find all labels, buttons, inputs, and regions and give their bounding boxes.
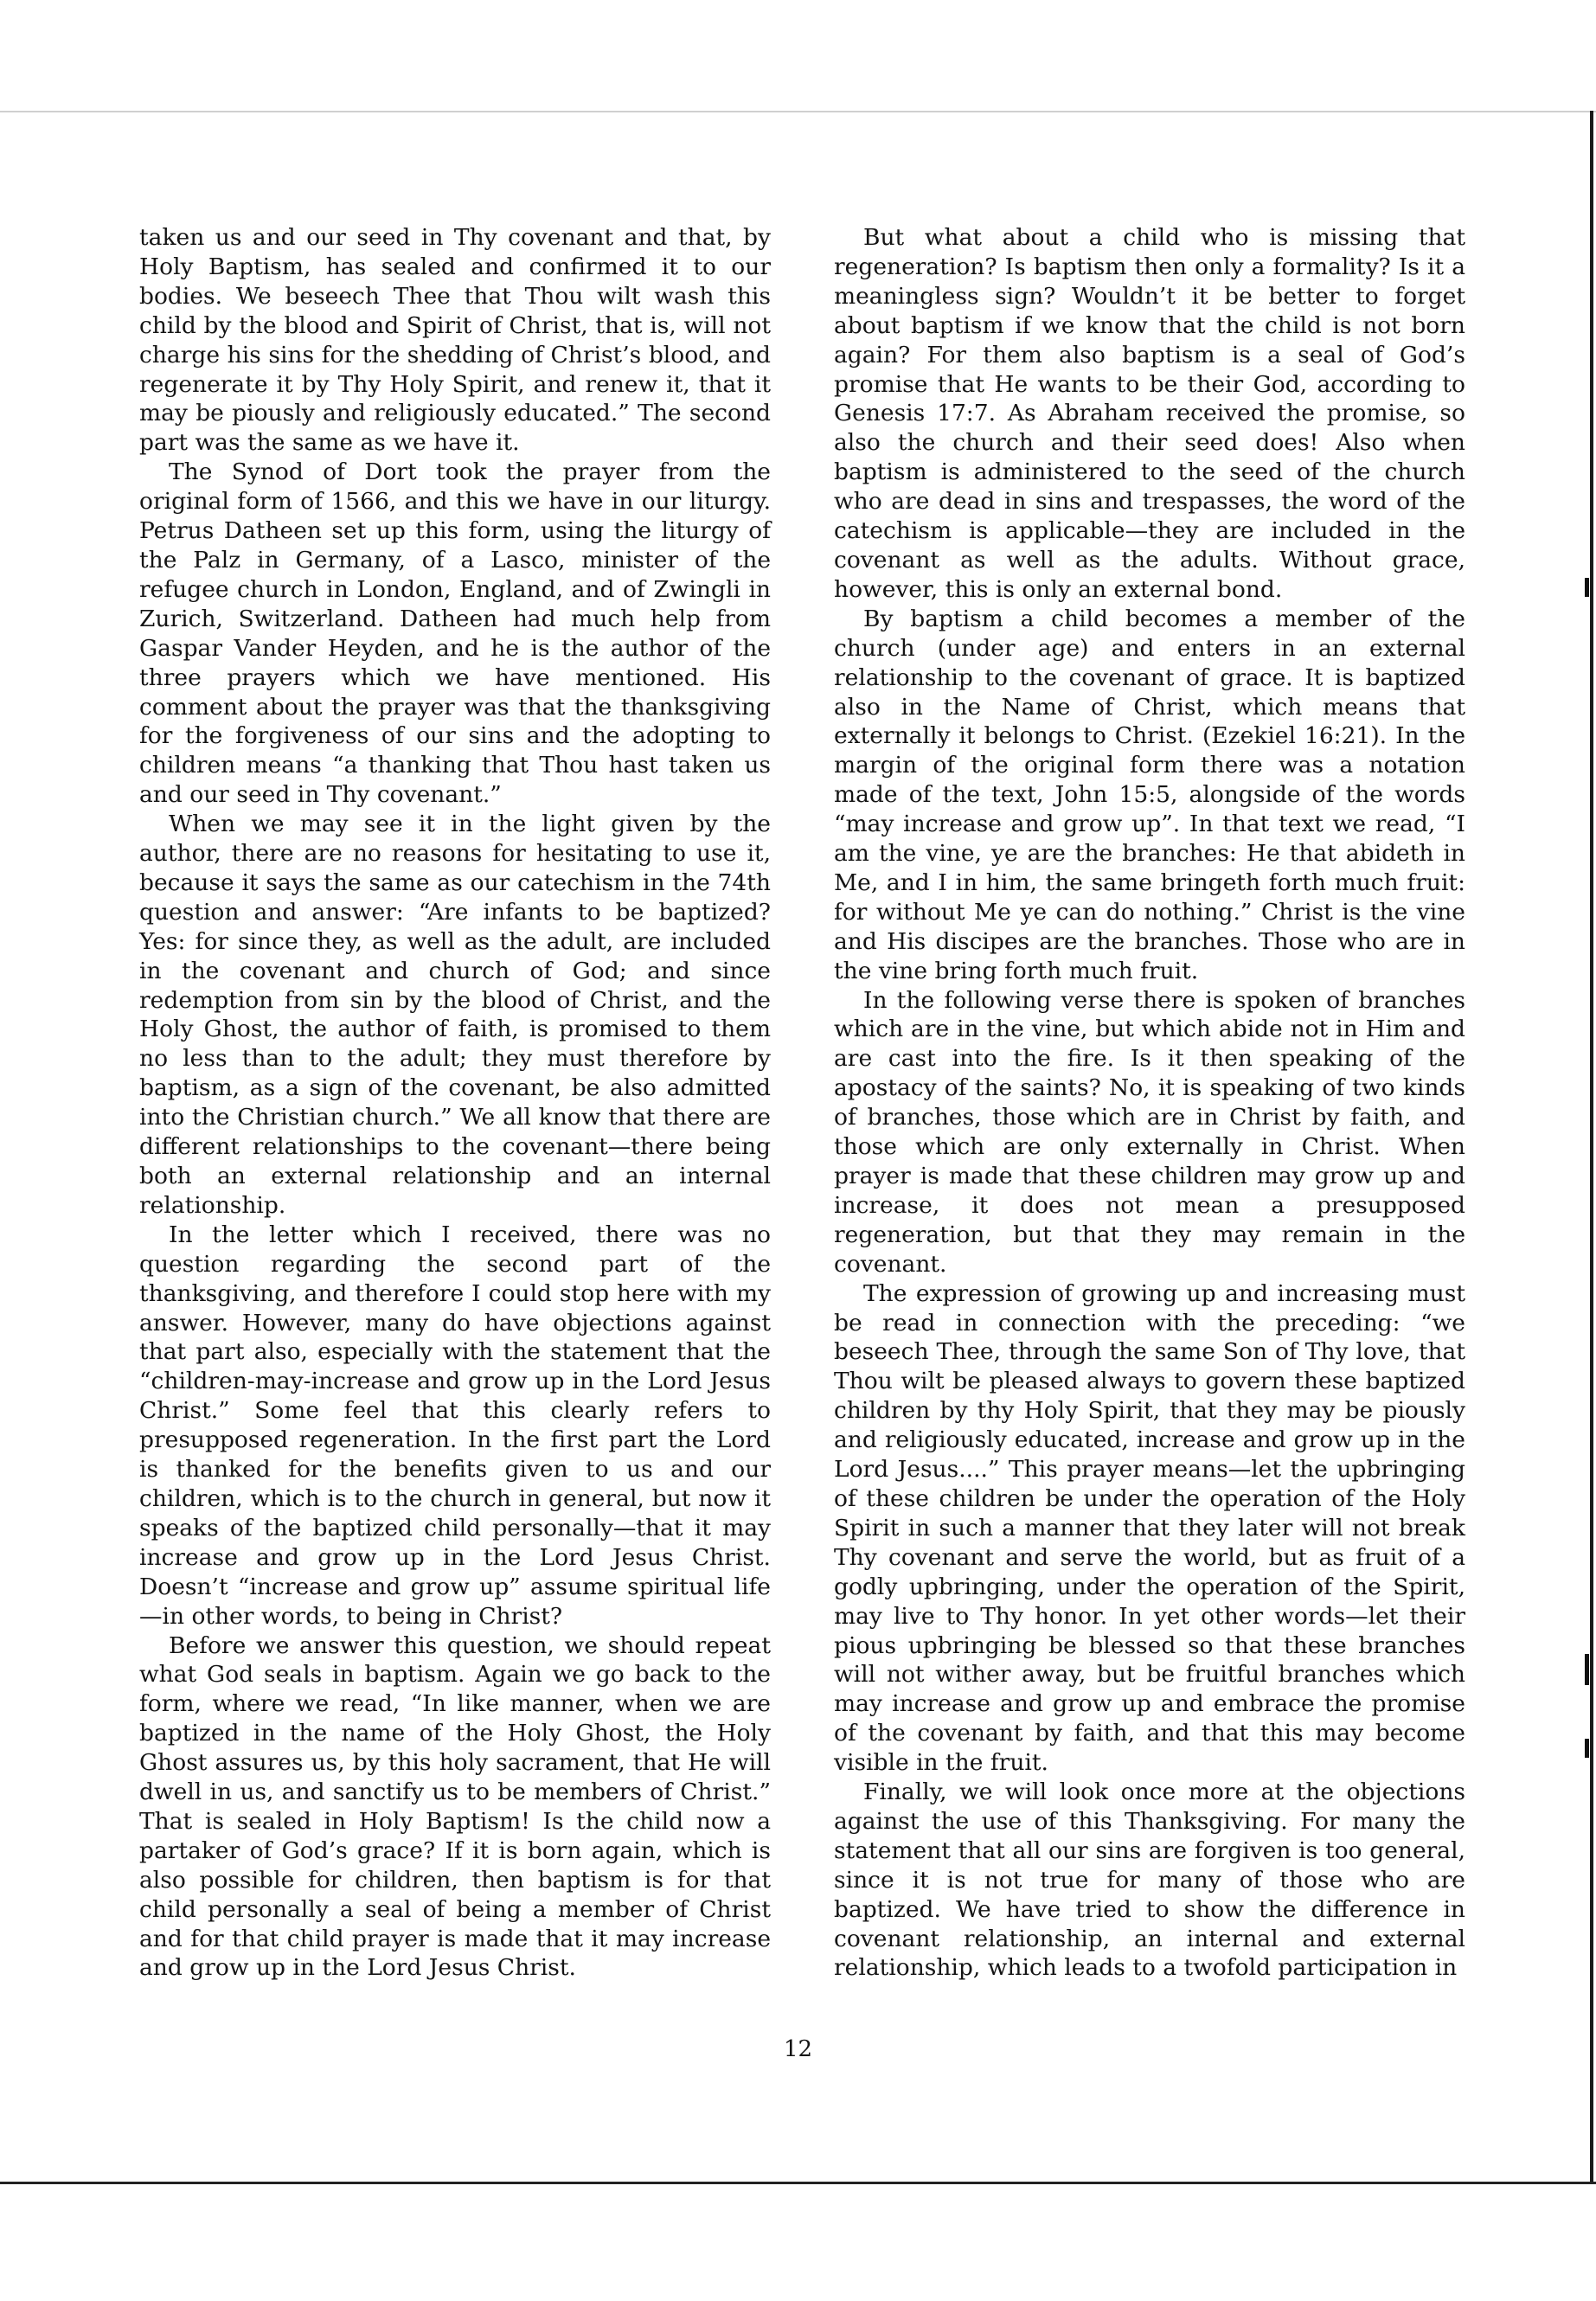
edge-mark [1585,578,1589,597]
edge-mark [1585,1654,1589,1685]
left-text-column [139,223,771,1983]
paragraph: taken us and our seed in Thy covenant and that, by Holy Baptism, has sealed and confirmed it to our bodies. We beseech Thee that Thou wilt wash this child by the blood and Spirit of Christ, that is, will not charge his sins for the shedding of Christ’s blood, and regenerate it by Thy Holy Spirit, and renew it, that it may be piously and religiously educated.” The second part was the same as we have it. [139,224,771,457]
paragraph: But what about a child who is missing that regeneration? Is baptism then only a formality? Is it a meaningless sign? Wouldn’t it be better to forget about baptism if we know that the child is not born again? For them also baptism is a seal of God’s promise that He wants to be their God, according to Genesis 17:7. As Abraham received the promise, so also the church and their seed does! Also when baptism is administered to the seed of the church who are dead in sins and trespasses, the word of the catechism is applicable—they are included in the covenant as well as the adults. Without grace, however, this is only an external bond. [834,224,1465,603]
page-right-edge [1590,111,1593,2182]
edge-mark [1585,1739,1589,1758]
paragraph: Before we answer this question, we should repeat what God seals in baptism. Again we go back to the form, where we read, “In like manner, when we are baptized in the name of the Holy Ghost, the Holy Ghost assures us, by this holy sacrament, that He will dwell in us, and sanctify us to be members of Christ.” That is sealed in Holy Baptism! Is the child now a partaker of God’s grace? If it is born again, which is also possible for children, then baptism is for that child personally a seal of being a member of Christ and for that child prayer is made that it may increase and grow up in the Lord Jesus Christ. [139,1631,771,1982]
paragraph: The expression of growing up and increasing must be read in connection with the preceding: “we beseech Thee, through the same Son of Thy love, that Thou wilt be pleased always to govern these baptized children by thy Holy Spirit, that they may be piously and religiously educated, increase and grow up in the Lord Jesus....” This prayer means—let the upbringing of these children be under the operation of the Holy Spirit in such a manner that they later will not break Thy covenant and serve the world, but as fruit of a godly upbringing, under the operation of the Spirit, may live to Thy honor. In yet other words—let their pious upbringing be blessed so that these branches will not wither away, but be fruitful branches which may increase and grow up and embrace the promise of the covenant by faith, and that this may become visible in the fruit. [834,1279,1465,1777]
paragraph: When we may see it in the light given by the author, there are no reasons for hesitating to use it, because it says the same as our catechism in the 74th question and answer: “Are infants to be baptized? Yes: for since they, as well as the adult, are included in the covenant and church of God; and since redemption from sin by the blood of Christ, and the Holy Ghost, the author of faith, is promised to them no less than to the adult; they must therefore by baptism, as a sign of the covenant, be also admitted into the Christian church.” We all know that there are different relationships to the covenant—there being both an external relationship and an internal relationship. [139,811,771,1219]
page-top-edge [0,111,1596,112]
paragraph: In the following verse there is spoken of branches which are in the vine, but which abide not in Him and are cast into the fire. Is it then speaking of the apostacy of the saints? No, it is speaking of two kinds of branches, those which are in Christ by faith, and those which are only externally in Christ. When prayer is made that these children may grow up and increase, it does not mean a presupposed regeneration, but that they may remain in the covenant. [834,986,1465,1278]
page-bottom-edge [0,2182,1596,2184]
paragraph: The Synod of Dort took the prayer from the original form of 1566, and this we have in our liturgy. Petrus Datheen set up this form, using the liturgy of the Palz in Germany, of a Lasco, minister of the refugee church in London, England, and of Zwingli in Zurich, Switzerland. Datheen had much help from Gaspar Vander Heyden, and he is the author of the three prayers which we have mentioned. His comment about the prayer was that the thanksgiving for the forgiveness of our sins and the adopting to children means “a thanking that Thou hast taken us and our seed in Thy covenant.” [139,458,771,809]
page-number: 12 [783,2036,813,2062]
paragraph: In the letter which I received, there was no question regarding the second part of the thanksgiving, and therefore I could stop here with my answer. However, many do have objections against that part also, especially with the statement that the “children-may-increase and grow up in the Lord Jesus Christ.” Some feel that this clearly refers to presupposed regeneration. In the first part the Lord is thanked for the benefits given to us and our children, which is to the church in general, but now it speaks of the baptized child personally—that it may increase and grow up in the Lord Jesus Christ. Doesn’t “increase and grow up” assume spiritual life—in other words, to being in Christ? [139,1221,771,1630]
paragraph: By baptism a child becomes a member of the church (under age) and enters in an external relationship to the covenant of grace. It is baptized also in the Name of Christ, which means that externally it belongs to Christ. (Ezekiel 16:21). In the margin of the original form there was a notation made of the text, John 15:5, alongside of the words “may increase and grow up”. In that text we read, “I am the vine, ye are the branches: He that abideth in Me, and I in him, the same bringeth forth much fruit: for without Me ye can do nothing.” Christ is the vine and His discipes are the branches. Those who are in the vine bring forth much fruit. [834,605,1465,984]
paragraph: Finally, we will look once more at the objections against the use of this Thanksgiving. For many the statement that all our sins are forgiven is too general, since it is not true for many of those who are baptized. We have tried to show the difference in covenant relationship, an internal and external relationship, which leads to a twofold participation in [834,1779,1465,1982]
right-text-column [834,223,1465,1983]
